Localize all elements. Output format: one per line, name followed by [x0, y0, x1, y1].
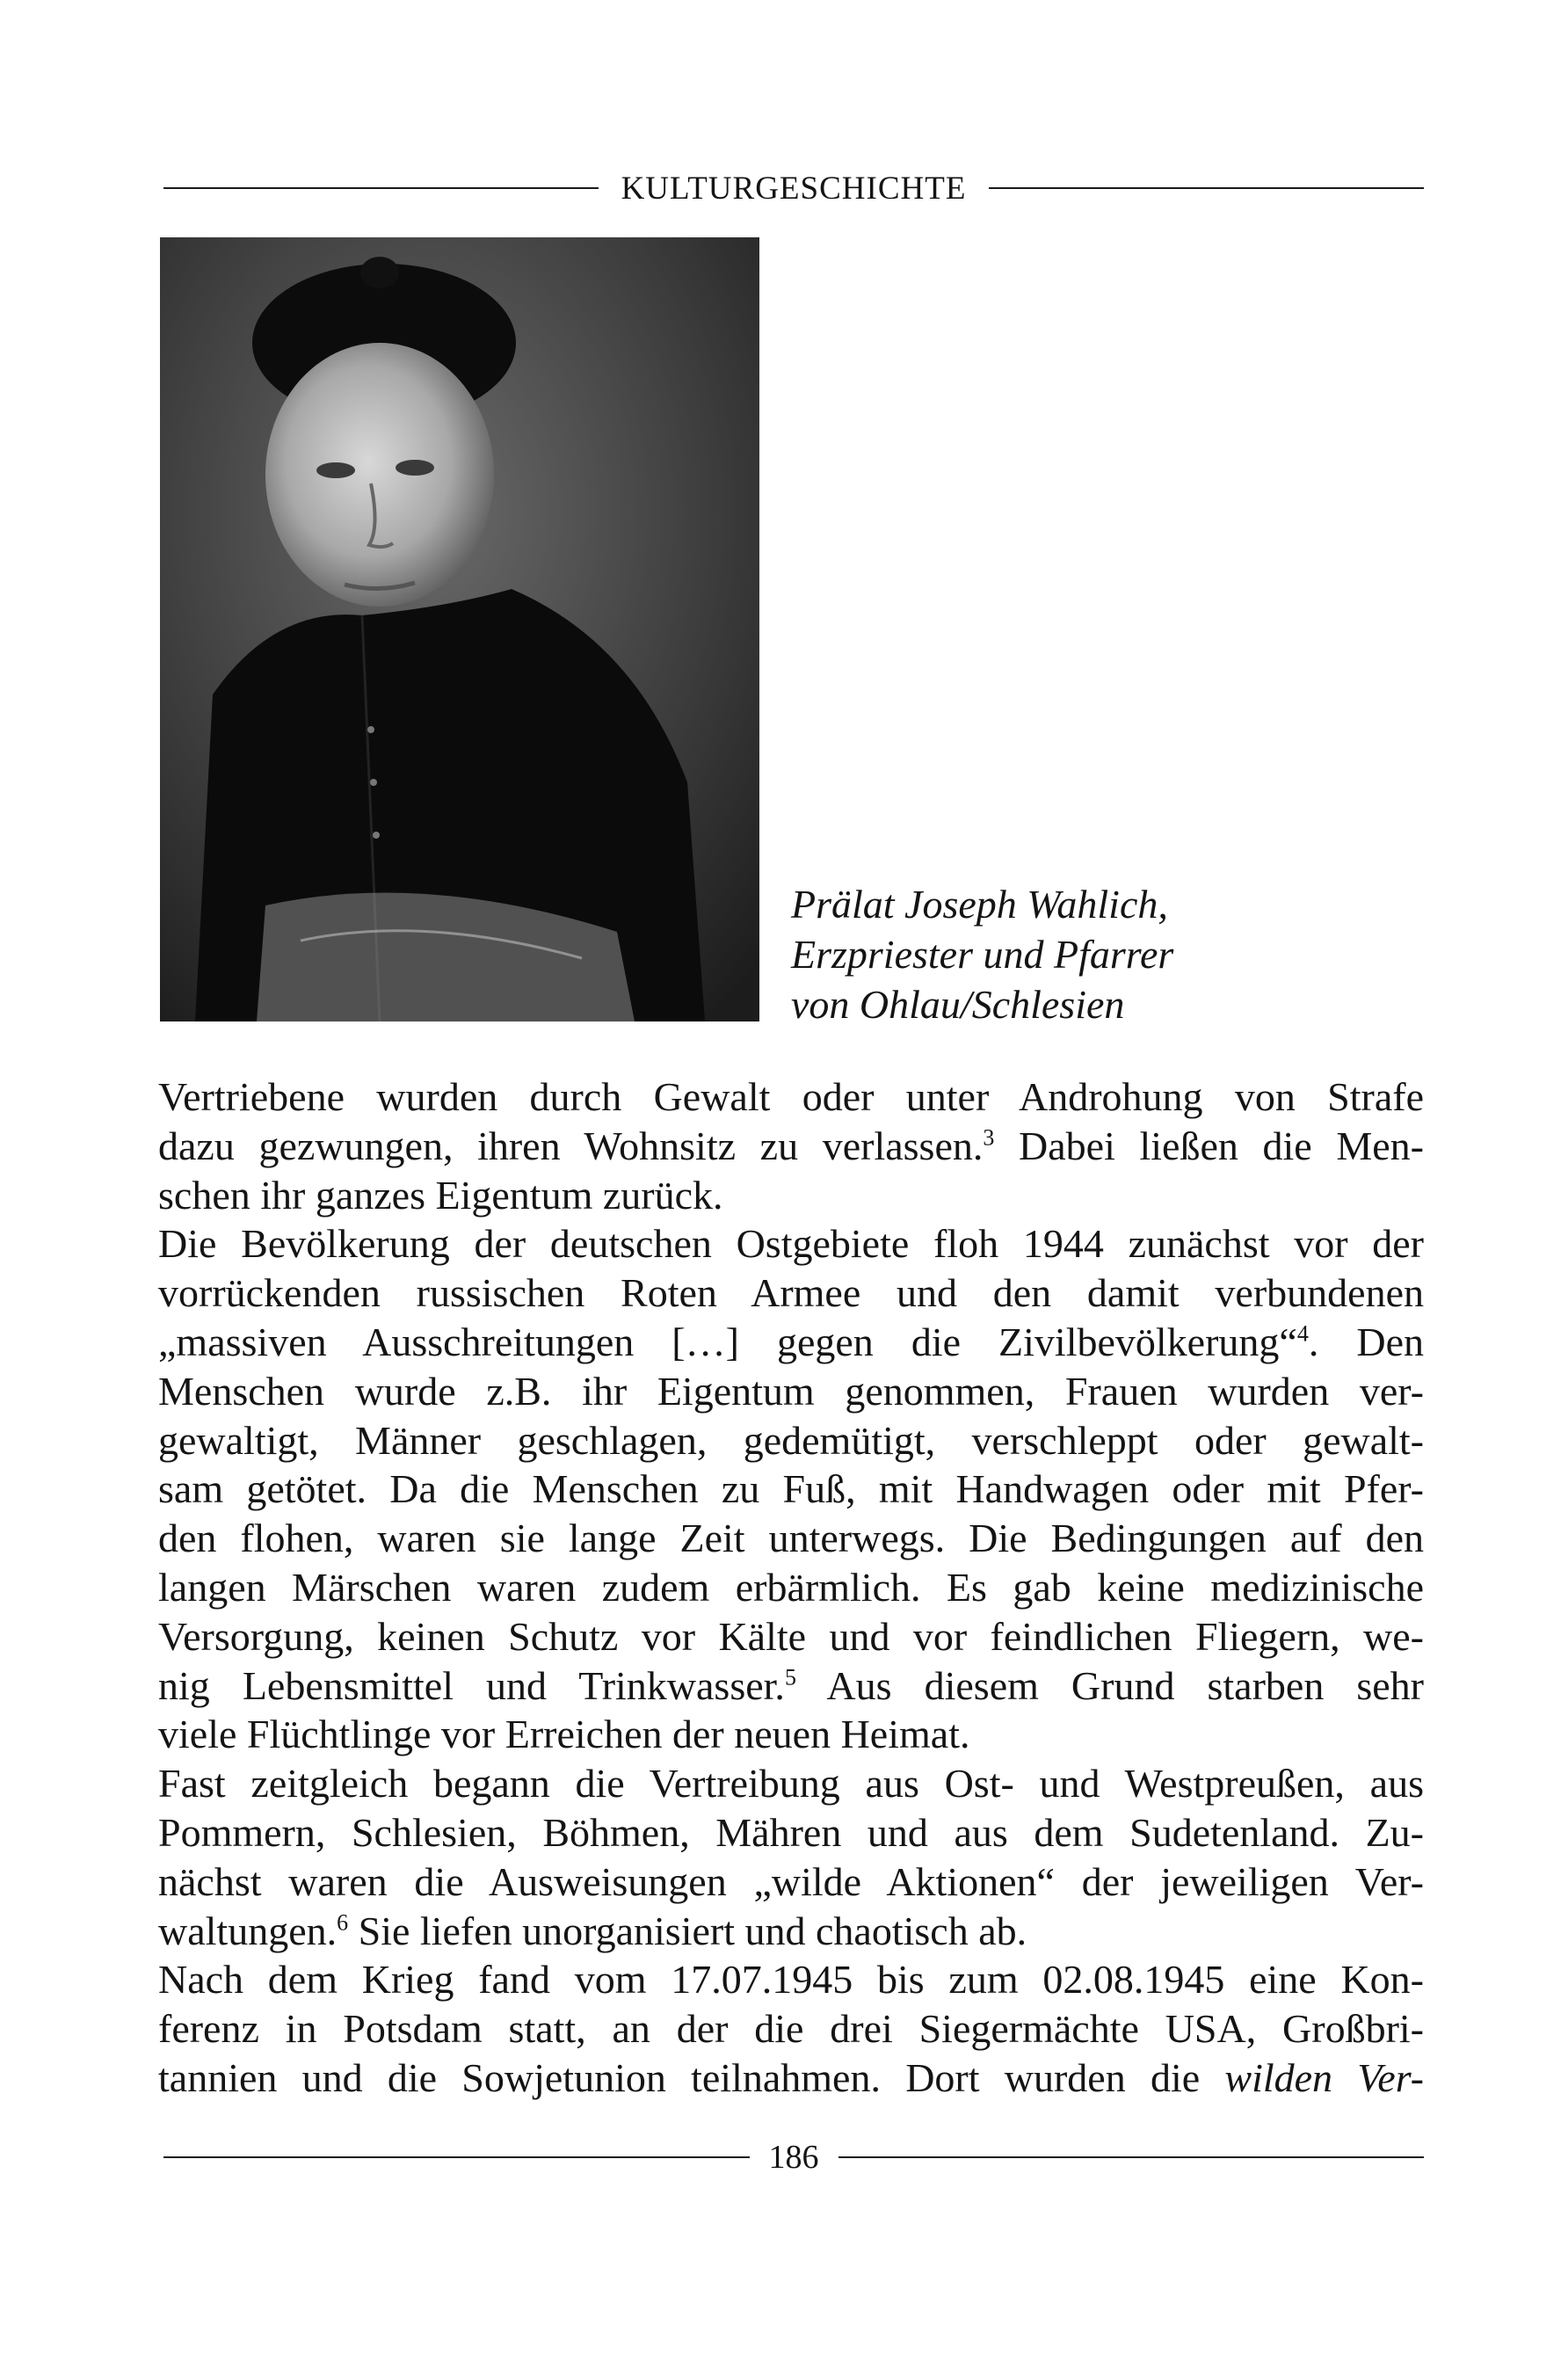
figure-caption [791, 879, 1318, 1029]
body-line [158, 1367, 1424, 1416]
body-text [158, 1072, 1424, 2103]
body-line [158, 1514, 1424, 1563]
body-line [158, 2054, 1424, 2103]
body-line [158, 1465, 1424, 1514]
text-segment: tannien und die Sowjetunion teilnahmen. Dort wurden die [158, 2054, 1225, 2100]
caption-line: von Ohlau/Schlesien [791, 982, 1125, 1027]
text-segment: Vertriebene wurden durch Gewalt oder unter Androhung von Strafe [158, 1074, 1424, 1119]
body-line [158, 2004, 1424, 2054]
body-line [158, 1122, 1424, 1171]
text-segment: Fast zeitgleich begann die Vertreibung aus Ost- und Westpreußen, aus [158, 1761, 1424, 1807]
body-line [158, 1808, 1424, 1857]
text-segment: Pommern, Schlesien, Böhmen, Mähren und aus dem Sudetenland. Zu- [158, 1809, 1424, 1855]
body-line [158, 1955, 1424, 2004]
text-segment: Versorgung, keinen Schutz vor Kälte und vor feindlichen Fliegern, we- [158, 1613, 1424, 1659]
text-segment: Sie liefen unorganisiert und chaotisch ab. [348, 1908, 1027, 1953]
text-segment: Menschen wurde z.B. ihr Eigentum genommen, Frauen wurden ver- [158, 1368, 1424, 1414]
text-segment: . Den [1308, 1319, 1425, 1364]
body-line [158, 1612, 1424, 1661]
section-title: KULTURGESCHICHTE [621, 170, 967, 207]
text-segment: „massiven Ausschreitungen […] gegen die Zivilbevölkerung“ [158, 1319, 1297, 1364]
caption-line: Erzpriester und Pfarrer [791, 932, 1174, 977]
header-rule-right [989, 187, 1424, 189]
text-segment: gewaltigt, Männer geschlagen, gedemütigt, verschleppt oder gewalt- [158, 1417, 1424, 1463]
header-rule-left [163, 187, 599, 189]
body-line [158, 1318, 1424, 1367]
text-segment: Die Bevölkerung der deutschen Ostgebiete floh 1944 zunächst vor der [158, 1221, 1424, 1267]
footnote-marker: 5 [784, 1664, 796, 1690]
text-segment: dazu gezwungen, ihren Wohnsitz zu verlassen. [158, 1123, 984, 1168]
body-line [158, 1857, 1424, 1907]
text-segment: sam getötet. Da die Menschen zu Fuß, mit Handwagen oder mit Pfer- [158, 1466, 1424, 1512]
body-line [158, 1072, 1424, 1122]
portrait-photo [160, 237, 759, 1021]
portrait-photo-graphic [160, 237, 759, 1021]
body-line [158, 1171, 1424, 1220]
body-line [158, 1710, 1424, 1759]
text-segment: nächst waren die Ausweisungen „wilde Aktionen“ der jeweiligen Ver- [158, 1858, 1424, 1904]
footnote-marker: 3 [983, 1124, 995, 1151]
running-header [163, 167, 1424, 209]
body-line [158, 1269, 1424, 1318]
body-line [158, 1416, 1424, 1465]
text-segment: nig Lebensmittel und Trinkwasser. [158, 1662, 785, 1708]
body-line [158, 1661, 1424, 1711]
body-line [158, 1759, 1424, 1808]
text-segment: Nach dem Krieg fand vom 17.07.1945 bis zum 02.08.1945 eine Kon- [158, 1957, 1424, 2003]
footnote-marker: 4 [1296, 1320, 1309, 1347]
text-segment: Dabei ließen die Men- [994, 1123, 1424, 1168]
text-segment: viele Flüchtlinge vor Erreichen der neuen Heimat. [158, 1712, 970, 1757]
emphasis-text: wilden Ver- [1224, 2054, 1425, 2100]
body-line [158, 1563, 1424, 1612]
text-segment: vorrückenden russischen Roten Armee und den damit verbundenen [158, 1270, 1424, 1316]
text-segment: langen Märschen waren zudem erbärmlich. Es gab keine medizinische [158, 1564, 1424, 1610]
text-segment: ferenz in Potsdam statt, an der die drei Siegermächte USA, Großbri- [158, 2006, 1424, 2052]
body-line [158, 1219, 1424, 1269]
footer-rule-right [838, 2156, 1425, 2158]
page-number: 186 [768, 2139, 819, 2176]
footer-rule-left [163, 2156, 750, 2158]
text-segment: waltungen. [158, 1908, 338, 1953]
caption-line: Prälat Joseph Wahlich, [791, 882, 1168, 927]
text-segment: schen ihr ganzes Eigentum zurück. [158, 1172, 723, 1218]
body-line [158, 1907, 1424, 1956]
text-segment: den flohen, waren sie lange Zeit unterwegs. Die Bedingungen auf den [158, 1516, 1424, 1561]
page-footer [163, 2136, 1424, 2178]
footnote-marker: 6 [337, 1909, 349, 1936]
text-segment: Aus diesem Grund starben sehr [795, 1662, 1425, 1708]
